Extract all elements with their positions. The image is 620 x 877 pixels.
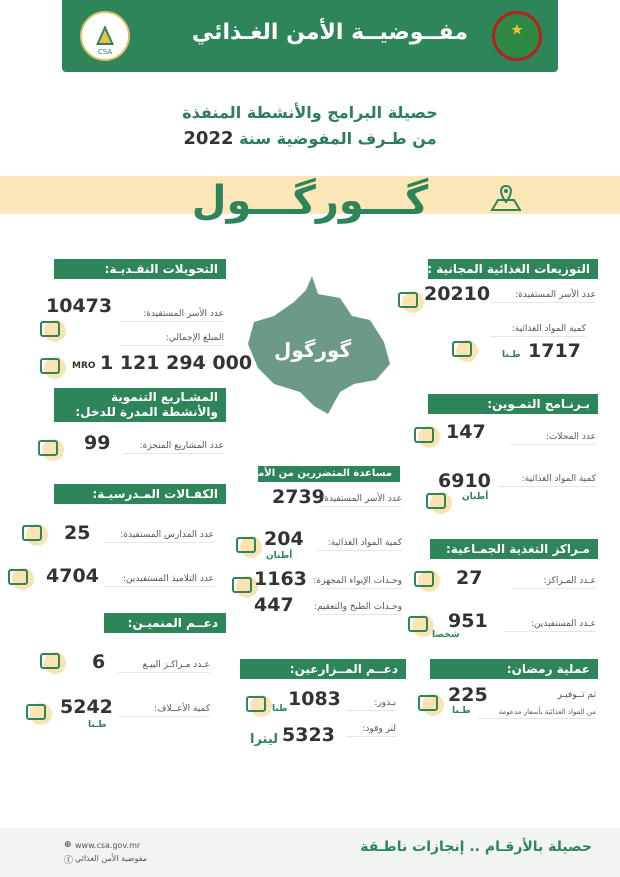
subtitle-line-2 <box>0 128 620 149</box>
free-families-label: عدد الأسر المستفيدة: <box>490 290 596 303</box>
food-aid-icon <box>236 534 262 556</box>
herders-feed-unit: طـنا <box>88 720 107 730</box>
free-qty-value: 1717 <box>528 340 581 362</box>
web-icon: ⊕ <box>64 840 72 850</box>
rain-food-value: 204 <box>264 528 304 550</box>
footer-facebook[interactable]: مفوضية الأمن الغذائي <box>75 854 148 863</box>
school-icon <box>22 522 48 544</box>
cash-amount-value: 1 121 294 000 <box>100 352 253 374</box>
ramadan-basket-icon <box>418 692 444 714</box>
free-families-value: 20210 <box>424 283 491 305</box>
page-header-title: مفــوضيــة الأمن الغـذائي <box>191 20 468 45</box>
national-seal-icon <box>492 11 542 61</box>
rain-cook-value: 447 <box>254 594 294 616</box>
csa-logo-text: CSA <box>97 48 113 56</box>
city-name: گـــورگـــول <box>191 178 429 224</box>
money-icon <box>40 355 66 377</box>
supply-shops-label: عدد المحلات: <box>510 432 596 445</box>
school-pupils-value: 4704 <box>46 565 99 587</box>
canteen-benef-label: عـدد المستفيدين: <box>504 619 596 632</box>
header-bar <box>62 0 558 72</box>
subtitle-year: 2022 <box>183 128 234 149</box>
map-pin-icon <box>488 182 524 218</box>
region-map <box>244 272 392 422</box>
families-icon <box>40 318 66 340</box>
canteen-centers-value: 27 <box>456 567 483 589</box>
supply-qty-value: 6910 <box>438 470 491 492</box>
market-icon <box>40 650 66 672</box>
canteen-section-title: مـراكز التغذية الجمـاعية: <box>430 539 598 559</box>
rain-families-value: 2739 <box>272 486 325 508</box>
rain-shelter-value: 1163 <box>254 568 307 590</box>
cash-amount-unit: MRO <box>72 361 96 371</box>
rain-section-title: مساعدة المتضررين من الأمطار: <box>258 466 400 482</box>
cash-amount-label: المبلغ الإجمالي: <box>120 333 224 346</box>
supply-qty-label: كمية المواد الغذائية: <box>498 474 596 487</box>
subtitle-line-1: حصيلة البرامج والأنشطة المنفذة <box>182 103 438 122</box>
footer-bar <box>0 828 620 877</box>
pupils-icon <box>8 566 34 588</box>
canteen-benef-value: 951 <box>448 610 488 632</box>
cash-families-value: 10473 <box>46 295 113 317</box>
subtitle-line-2-text: من طـرف المفوضية سنة <box>239 129 437 148</box>
footer-website[interactable]: www.csa.gov.mr <box>75 841 141 850</box>
herders-points-value: 6 <box>92 651 106 673</box>
ramadan-label: تم تــوفيـر <box>557 690 596 700</box>
rain-families-label: عدد الأسر المستفيدة: <box>318 494 402 507</box>
rain-shelter-label: وحـدات الإيواء المجهزة: <box>318 576 402 589</box>
dev-projects-label: عدد المشاريع المنجزة: <box>124 441 224 454</box>
farmers-fuel-label: لتر وقود: <box>346 724 396 737</box>
ramadan-sub-label: من المواد الغذائية بأسعار مدعومة <box>478 708 596 719</box>
school-pupils-label: عدد التلاميذ المستفيدين: <box>104 574 214 587</box>
supply-shops-value: 147 <box>446 421 486 443</box>
dev-section-title: المشـاريع التنموية والأنشطة المدرة للدخل: <box>54 388 226 422</box>
supply-section-title: بـرنـامج التمـوين: <box>428 394 598 414</box>
canteen-benef-unit: شخصا <box>432 630 460 640</box>
free-qty-unit: طـنا <box>502 350 521 360</box>
herders-points-label: عـدد مـراكـز البيـع <box>118 660 210 673</box>
food-qty-icon <box>426 490 452 512</box>
cash-section-title: التحويلات النقـديـة: <box>54 259 226 279</box>
beneficiaries-icon <box>398 289 424 311</box>
ramadan-qty-value: 225 <box>448 684 488 706</box>
ramadan-qty-unit: طـنا <box>452 706 471 716</box>
school-schools-label: عدد المدارس المستفيدة: <box>104 530 214 543</box>
free-section-title: التوزيعات الغذائية المجانية : <box>428 259 598 279</box>
map-label: گورگول <box>274 338 352 362</box>
rain-food-unit: أطنان <box>266 551 293 561</box>
free-qty-label: كمية المواد الغذائية: <box>490 324 586 337</box>
farmers-seeds-value: 1083 <box>288 688 341 710</box>
herders-feed-label: كمية الأعــلاف: <box>118 704 210 717</box>
cash-families-label: عدد الأسر المستفيدة: <box>120 309 224 322</box>
farmers-fuel-value: 5323 <box>282 724 335 746</box>
rain-food-label: كمية المواد الغذائية: <box>318 538 402 551</box>
farmers-section-title: دعــم المــزارعين: <box>240 659 406 679</box>
shop-icon <box>414 424 440 446</box>
farmers-seeds-unit: طنا <box>272 704 288 714</box>
facebook-icon: ⓕ <box>64 856 74 866</box>
school-schools-value: 25 <box>64 522 91 544</box>
farmers-seeds-label: بـذور: <box>346 698 396 711</box>
rain-cook-label: وحـدات الطبخ والتعقيم: <box>318 602 402 615</box>
seeds-icon <box>246 693 272 715</box>
kitchen-icon <box>414 568 440 590</box>
ramadan-section-title: عملية رمضان: <box>430 659 598 679</box>
projects-icon <box>38 437 64 459</box>
csa-logo <box>80 11 130 61</box>
dev-projects-value: 99 <box>84 432 111 454</box>
footer-tagline: حصيلة بالأرقـام .. إنجازات ناطـقة <box>360 839 592 855</box>
school-section-title: الكفـالات المـدرسيـة: <box>54 484 226 504</box>
food-basket-icon <box>452 338 478 360</box>
herders-feed-value: 5242 <box>60 696 113 718</box>
supply-qty-unit: أطنان <box>462 492 489 502</box>
herders-section-title: دعــم المنميـن: <box>104 613 226 633</box>
farmers-fuel-unit: ليترا <box>250 732 279 747</box>
people-icon <box>408 613 434 635</box>
feed-icon <box>26 701 52 723</box>
canteen-centers-label: عـدد المـراكز: <box>512 576 596 589</box>
